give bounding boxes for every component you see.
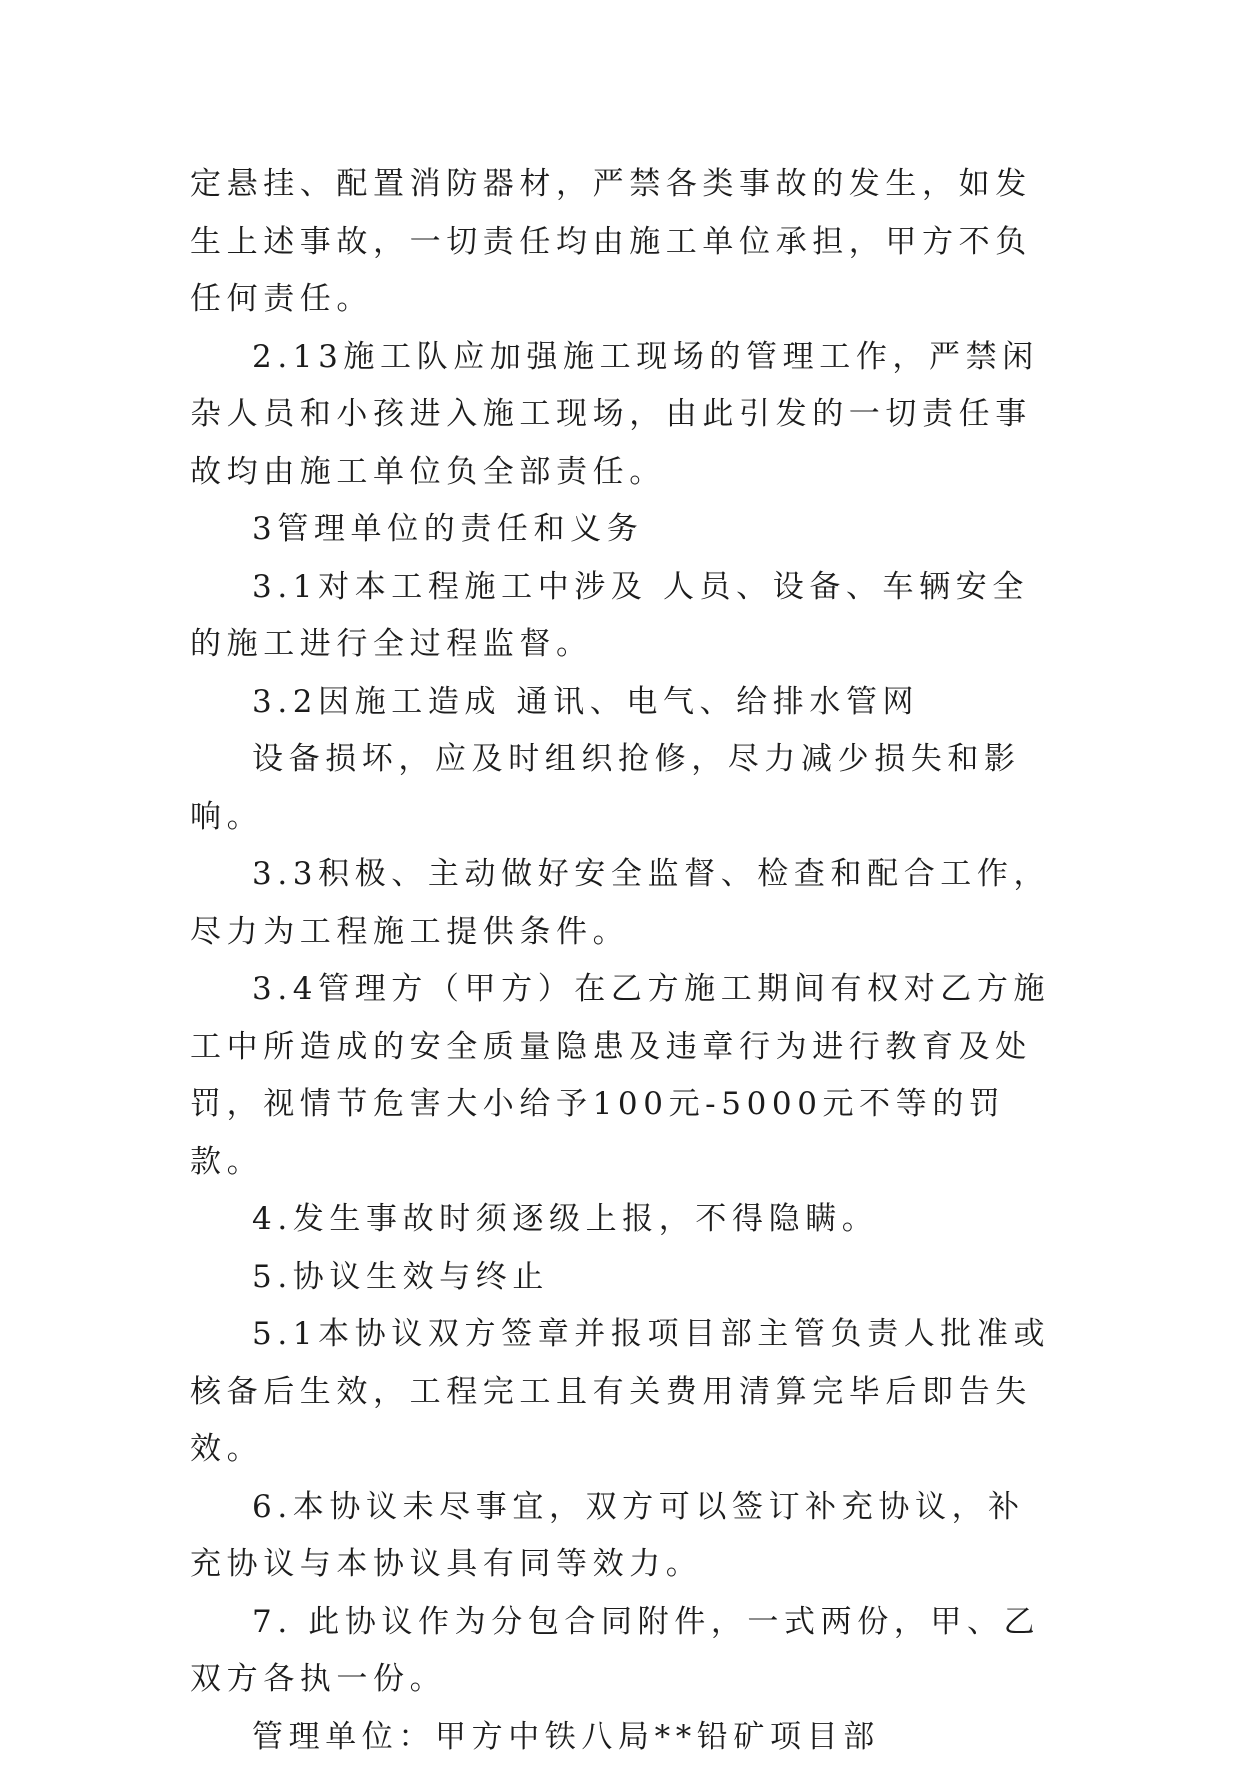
paragraph-7: 7. 此协议作为分包合同附件，一式两份，甲、乙双方各执一份。 [190,1594,1052,1709]
paragraph-2-13: 2.13施工队应加强施工现场的管理工作，严禁闲杂人员和小孩进入施工现场，由此引发的一切责任事故均由施工单位负全部责任。 [190,329,1052,502]
paragraph-3-2-continuation: 设备损坏，应及时组织抢修，尽力减少损失和影响。 [190,731,1052,846]
paragraph-5-1: 5.1本协议双方签章并报项目部主管负责人批准或核备后生效，工程完工且有关费用清算完毕后即告失效。 [190,1306,1052,1479]
paragraph-3-1: 3.1对本工程施工中涉及 人员、设备、车辆安全的施工进行全过程监督。 [190,559,1052,674]
heading-section-5: 5.协议生效与终止 [190,1249,1052,1307]
paragraph-6: 6.本协议未尽事宜，双方可以签订补充协议，补充协议与本协议具有同等效力。 [190,1479,1052,1594]
paragraph-3-4: 3.4管理方（甲方）在乙方施工期间有权对乙方施工中所造成的安全质量隐患及违章行为进行教育及处罚，视情节危害大小给予100元-5000元不等的罚款。 [190,961,1052,1191]
signature-line-management-unit: 管理单位：甲方中铁八局**铅矿项目部 [190,1709,1052,1766]
document-body [190,156,1052,1766]
paragraph-3-3: 3.3积极、主动做好安全监督、检查和配合工作，尽力为工程施工提供条件。 [190,846,1052,961]
paragraph-fire-safety-continuation: 定悬挂、配置消防器材，严禁各类事故的发生，如发生上述事故，一切责任均由施工单位承担，甲方不负任何责任。 [190,156,1052,329]
paragraph-3-2: 3.2因施工造成 通讯、电气、给排水管网 [190,674,1052,732]
paragraph-4: 4.发生事故时须逐级上报，不得隐瞒。 [190,1191,1052,1249]
heading-section-3: 3管理单位的责任和义务 [190,501,1052,559]
